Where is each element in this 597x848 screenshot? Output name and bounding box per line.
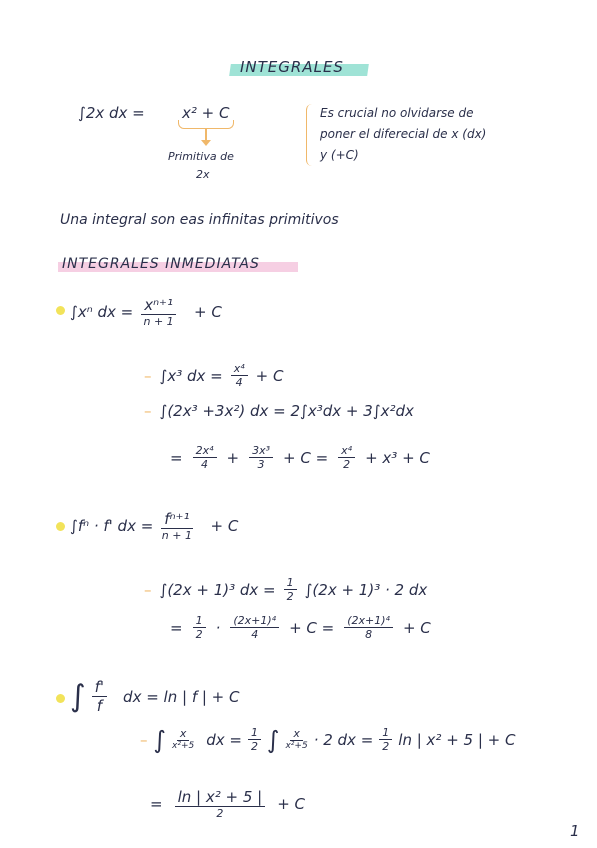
rule1-num: xⁿ⁺¹ [141, 296, 176, 315]
page-title: INTEGRALES [240, 58, 344, 76]
page-number: 1 [570, 822, 580, 840]
rule2-ex2-f1 [193, 614, 206, 641]
rule1-fraction [141, 296, 176, 328]
rule1-ex3-eq: = [170, 448, 183, 467]
note-line-3: y (+C) [320, 148, 359, 162]
rule1-ex3-f1 [193, 444, 217, 471]
rule2-den: n + 1 [161, 529, 192, 542]
rule3-ex1-num: x [177, 727, 190, 741]
dash-marker: – [140, 730, 148, 749]
rule3-ex1-f3 [379, 726, 392, 753]
rule3-ex1-mid: dx = [206, 730, 242, 749]
rule2-ex2-f2-den: 4 [251, 628, 259, 642]
rule1-ex1-lhs: ∫x³ dx = [159, 366, 223, 385]
rule3-ex2-eq: = [150, 795, 163, 814]
intro-result: x² + C [182, 104, 230, 122]
rule1-ex3-f2 [249, 444, 273, 471]
rule3-ex1-f-den: 2 [250, 740, 258, 754]
rule3-ex1-f3-num: 1 [379, 726, 392, 740]
rule3-ex1-f [248, 726, 261, 753]
rule2-ex2-f2-num: (2x+1)⁴ [230, 614, 279, 628]
rule2-example-1 [144, 576, 427, 603]
rule1-ex3-tail: + x³ + C [365, 448, 430, 467]
rule2-ex2-f3 [344, 614, 393, 641]
bullet-dot [56, 522, 65, 531]
rule3-example-1 [140, 726, 515, 753]
rule3-ex2-tail: + C [277, 795, 306, 814]
rule-log [70, 678, 240, 715]
rule1-ex1-tail: + C [255, 366, 284, 385]
intro-integral [78, 104, 145, 122]
rule3-example-2 [150, 788, 305, 820]
rule1-ex3-f1-num: 2x⁴ [193, 444, 217, 458]
rule1-tail: + C [193, 303, 222, 322]
rule1-ex1-fraction [231, 362, 248, 389]
primitive-label-2: 2x [196, 168, 210, 181]
rule2-ex2-f3-den: 8 [365, 628, 373, 642]
rule3-ex1-den: x²+5 [172, 741, 195, 752]
section-title: INTEGRALES INMEDIATAS [62, 256, 260, 272]
rule3-ex1-int2: ∫ [266, 725, 280, 754]
note-bracket [306, 104, 315, 166]
rule3-den: f [96, 697, 102, 715]
rule2-num: fⁿ⁺¹ [161, 510, 192, 529]
rule1-ex3-f1-den: 4 [201, 458, 209, 472]
rule2-ex2-f3-num: (2x+1)⁴ [344, 614, 393, 628]
rule3-ex1-f2-num: x [290, 727, 303, 741]
rule1-ex3-f2-den: 3 [257, 458, 265, 472]
definition-text: Una integral son eas infinitas primitivos [60, 212, 339, 228]
rule3-ex2-den: 2 [216, 807, 224, 820]
rule2-ex1-lhs: ∫(2x + 1)³ dx = [159, 580, 276, 599]
note-line-1: Es crucial no olvidarse de [320, 106, 474, 120]
rule2-lhs: ∫fⁿ · f' dx = [70, 517, 154, 536]
rule2-ex1-rhs: ∫(2x + 1)³ · 2 dx [304, 580, 428, 599]
rule1-ex3-f3-den: 2 [343, 458, 351, 472]
rule3-num: f' [92, 678, 107, 697]
bullet-dot [56, 694, 65, 703]
rule3-ex1-f3-den: 2 [382, 740, 390, 754]
rule1-ex3-mid: + C = [283, 448, 329, 467]
rule-power [70, 296, 222, 328]
dash-marker: – [144, 366, 152, 385]
rule-chain-power [70, 510, 238, 542]
rule1-ex3-f2-num: 3x³ [249, 444, 273, 458]
rule2-fraction [161, 510, 192, 542]
rule3-ex1-int: ∫ [153, 725, 167, 754]
rule3-ex1-mid2: · 2 dx = [313, 730, 374, 749]
rule3-int: ∫ [70, 678, 86, 714]
rule2-tail: + C [210, 517, 239, 536]
note-line-2: poner el diferecial de x (dx) [320, 127, 487, 141]
rule3-fraction [92, 678, 107, 715]
rule1-ex1-num: x⁴ [231, 362, 248, 376]
rule2-ex2-tail: + C [402, 618, 431, 637]
rule1-example-3 [170, 444, 430, 471]
rule3-ex2-fraction [175, 788, 266, 820]
rule1-lhs: ∫xⁿ dx = [70, 303, 134, 322]
rule2-ex2-dot: · [215, 618, 221, 637]
dash-marker: – [144, 402, 152, 420]
rule1-den: n + 1 [143, 315, 174, 328]
rule1-example-1 [144, 362, 283, 389]
rule1-ex3-f3 [338, 444, 355, 471]
rule2-ex2-f1-num: 1 [193, 614, 206, 628]
rule1-ex3-plus: + [226, 448, 240, 467]
rule1-ex3-f3-num: x⁴ [338, 444, 355, 458]
rule2-example-2 [170, 614, 431, 641]
bullet-dot [56, 306, 65, 315]
primitive-label-1: Primitiva de [168, 150, 234, 163]
rule3-ex1-f2-den: x²+5 [285, 741, 308, 752]
intro-integral-text: ∫2x dx = [78, 104, 145, 122]
rule2-ex1-den: 2 [286, 590, 294, 604]
rule3-ex2-num: ln | x² + 5 | [175, 788, 266, 807]
rule2-ex2-f2 [230, 614, 279, 641]
rule3-ex1-f2 [285, 727, 307, 752]
arrow-down-icon [201, 140, 211, 146]
rule2-ex1-fraction [284, 576, 297, 603]
rule3-ex1-f-num: 1 [248, 726, 261, 740]
underbrace [178, 120, 234, 129]
rule2-ex2-mid: + C = [289, 618, 335, 637]
rule1-ex1-den: 4 [235, 376, 243, 390]
rule3-ex1-fraction [172, 727, 194, 752]
rule2-ex2-f1-den: 2 [195, 628, 203, 642]
rule1-ex2: ∫(2x³ +3x²) dx = 2∫x³dx + 3∫x²dx [159, 402, 414, 420]
rule3-rhs: dx = ln | f | + C [123, 687, 240, 706]
rule2-ex2-eq: = [170, 618, 183, 637]
rule3-ex1-tail: ln | x² + 5 | + C [398, 730, 516, 749]
dash-marker: – [144, 580, 152, 599]
rule2-ex1-num: 1 [284, 576, 297, 590]
rule1-example-2 [144, 402, 414, 420]
